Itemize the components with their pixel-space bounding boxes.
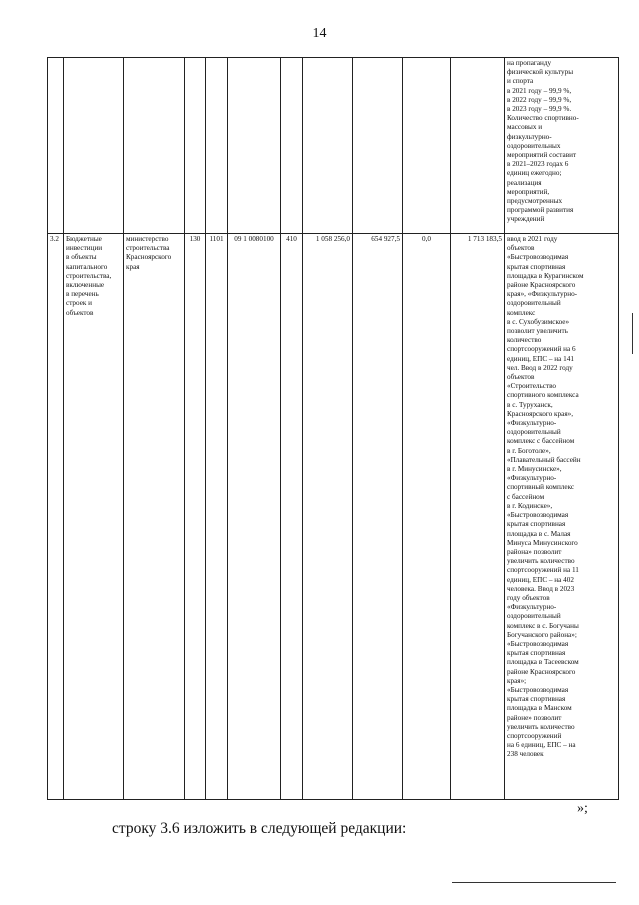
cell-rzpr — [206, 58, 228, 234]
cell-name — [64, 58, 124, 234]
row-number: 3.2 — [48, 234, 64, 800]
rzpr-code: 1101 — [206, 234, 228, 800]
cell-csr — [228, 58, 281, 234]
cell-number — [48, 58, 64, 234]
expected-result: ввод в 2021 году объектов «Быстровозводимая крытая спортивная площадка в Курагинском районе Красноярского края», «Физкультурно- оздоровительный комплекс в с. Сухобузимское» позволит увеличить количество спортсооружений на 6 единиц, ЕПС – на 141 чел. Ввод в 2022 году объектов «Строительство спортивного комплекса в с. Туруханск, Красноярского края», «Физкультурно- оздоровительный комплекс с бассейном в г. Боготоле», «Плавательный бассейн в г. Минусинске», «Физкультурно- спортивный комплекс с бассейном в г. Кодинске», «Быстровозводимая крытая спортивная площадка в с. Малая Минуса Минусинского района» позволит увеличить количество спортсооружений на 11 единиц, ЕПС – на 402 человека. Ввод в 2023 году объектов «Физкультурно- оздоровительный комплекс в с. Богучаны Богучанского района»; «Быстровозводимая крытая спортивная площадка в Тасеевском районе Красноярского края»; «Быстровозводимая крытая спортивная площадка в Манском районе» позволит увеличить количество спортсооружений на 6 единиц, ЕПС – на 238 человек — [505, 234, 619, 800]
cell-2021 — [303, 58, 353, 234]
vr-code: 410 — [281, 234, 303, 800]
continuation-row — [48, 58, 619, 234]
grbs-code: 130 — [185, 234, 206, 800]
page-number: 14 — [312, 26, 327, 41]
cell-total — [451, 58, 505, 234]
footer-rule — [452, 882, 616, 883]
closing-quote: »; — [577, 801, 588, 816]
cell-expected-result: на пропаганду физической культуры и спорта в 2021 году – 99,9 %, в 2022 году – 99,9 %, в 2023 году – 99,9 %. Количество спортивно- массовых и физкультурно- оздоровительных мероприятий составит в 2021–2023 годах 6 единиц ежегодно; реализация мероприятий, предусмотренных программой развития учреждений — [505, 58, 619, 234]
cell-grbs — [185, 58, 206, 234]
table-row-3-2 — [48, 234, 619, 800]
cell-vr — [281, 58, 303, 234]
cell-2023 — [403, 58, 451, 234]
margin-mark — [632, 313, 633, 354]
cell-executor — [124, 58, 185, 234]
program-measures-table — [47, 57, 619, 800]
measure-name: Бюджетные инвестиции в объекты капитального строительства, включенные в перечень строек и объектов — [64, 234, 124, 800]
cell-2022 — [353, 58, 403, 234]
csr-code: 09 1 0080100 — [228, 234, 281, 800]
executor: министерство строительства Красноярского края — [124, 234, 185, 800]
amount-total: 1 713 183,5 — [451, 234, 505, 800]
amount-2021: 1 058 256,0 — [303, 234, 353, 800]
instruction-text: строку 3.6 изложить в следующей редакции: — [112, 820, 407, 837]
amount-2022: 654 927,5 — [353, 234, 403, 800]
amount-2023: 0,0 — [403, 234, 451, 800]
